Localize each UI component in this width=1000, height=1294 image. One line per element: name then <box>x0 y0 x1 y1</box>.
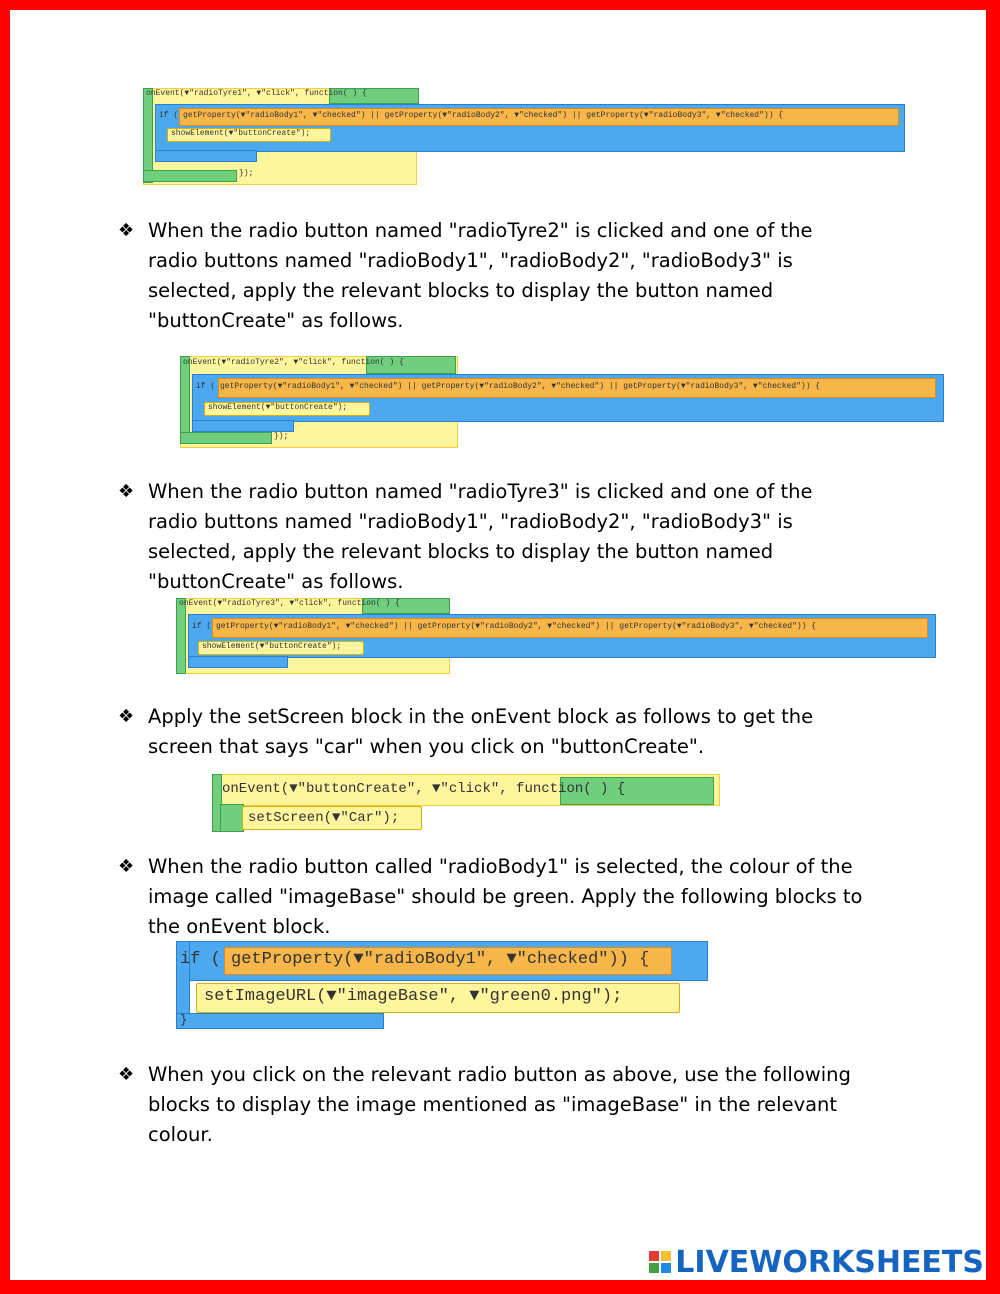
liveworksheets-logo <box>649 1244 984 1280</box>
bullet-icon: ❖ <box>118 856 135 877</box>
instruction-paragraph-2 <box>118 477 868 597</box>
if-line: if ( getProperty(▼"radioBody1", ▼"checked") || getProperty(▼"radioBody2", ▼"checked") || getProperty(▼"radioBody3", ▼"checked")) { <box>196 382 821 391</box>
paragraph-text: When you click on the relevant radio button as above, use the following blocks to display the image mentioned as "imageBase" in the relevant colour. <box>148 1063 851 1146</box>
show-element-line: showElement(▼"buttonCreate"); <box>208 403 348 412</box>
close-line: } <box>180 1013 188 1027</box>
logo-squares-icon <box>649 1251 671 1273</box>
paragraph-text: When the radio button called "radioBody1" is selected, the colour of the image called "imageBase" should be green. Apply the following blocks to the onEvent block. <box>148 855 863 938</box>
code-block-setimageurl <box>176 941 710 1031</box>
show-element-line: showElement(▼"buttonCreate"); <box>202 642 342 651</box>
code-block-setscreen <box>212 774 720 832</box>
paragraph-text: When the radio button named "radioTyre3" is clicked and one of the radio buttons named "radioBody1", "radioBody2", "radioBody3" is selected, apply the relevant blocks to display the button named "buttonCreate" as follows. <box>148 480 813 593</box>
worksheet-page <box>10 10 986 1280</box>
if-line: if ( getProperty(▼"radioBody1", ▼"checked")) { <box>180 950 650 969</box>
close-line: }); <box>239 169 254 178</box>
set-screen-line: setScreen(▼"Car"); <box>248 810 400 826</box>
paragraph-text: When the radio button named "radioTyre2" is clicked and one of the radio buttons named "radioBody1", "radioBody2", "radioBody3" is selected, apply the relevant blocks to display the button named "buttonCreate" as follows. <box>148 219 813 332</box>
if-line: if ( getProperty(▼"radioBody1", ▼"checked") || getProperty(▼"radioBody2", ▼"checked") || getProperty(▼"radioBody3", ▼"checked")) { <box>159 111 784 120</box>
onevent-line: onEvent(▼"radioTyre3", ▼"click", function( ) { <box>179 599 400 608</box>
bullet-icon: ❖ <box>118 220 135 241</box>
onevent-line: onEvent(▼"buttonCreate", ▼"click", function( ) { <box>222 781 626 797</box>
set-image-url-line: setImageURL(▼"imageBase", ▼"green0.png"); <box>204 987 623 1006</box>
instruction-paragraph-1 <box>118 216 868 336</box>
code-block-radiotyre1 <box>143 88 913 184</box>
instruction-paragraph-4 <box>118 852 868 942</box>
if-line: if ( getProperty(▼"radioBody1", ▼"checked") || getProperty(▼"radioBody2", ▼"checked") || getProperty(▼"radioBody3", ▼"checked")) { <box>192 622 817 631</box>
bullet-icon: ❖ <box>118 706 135 727</box>
onevent-line: onEvent(▼"radioTyre2", ▼"click", function( ) { <box>183 358 404 367</box>
instruction-paragraph-3 <box>118 702 868 762</box>
bullet-icon: ❖ <box>118 1064 135 1085</box>
code-block-radiotyre3 <box>176 598 936 674</box>
close-line: }); <box>274 432 289 441</box>
logo-text: LIVEWORKSHEETS <box>675 1244 984 1280</box>
onevent-line: onEvent(▼"radioTyre1", ▼"click", function( ) { <box>146 89 367 98</box>
code-block-radiotyre2 <box>180 356 944 448</box>
bullet-icon: ❖ <box>118 481 135 502</box>
show-element-line: showElement(▼"buttonCreate"); <box>171 129 311 138</box>
paragraph-text: Apply the setScreen block in the onEvent block as follows to get the screen that says "car" when you click on "buttonCreate". <box>148 705 814 758</box>
instruction-paragraph-5 <box>118 1060 868 1150</box>
